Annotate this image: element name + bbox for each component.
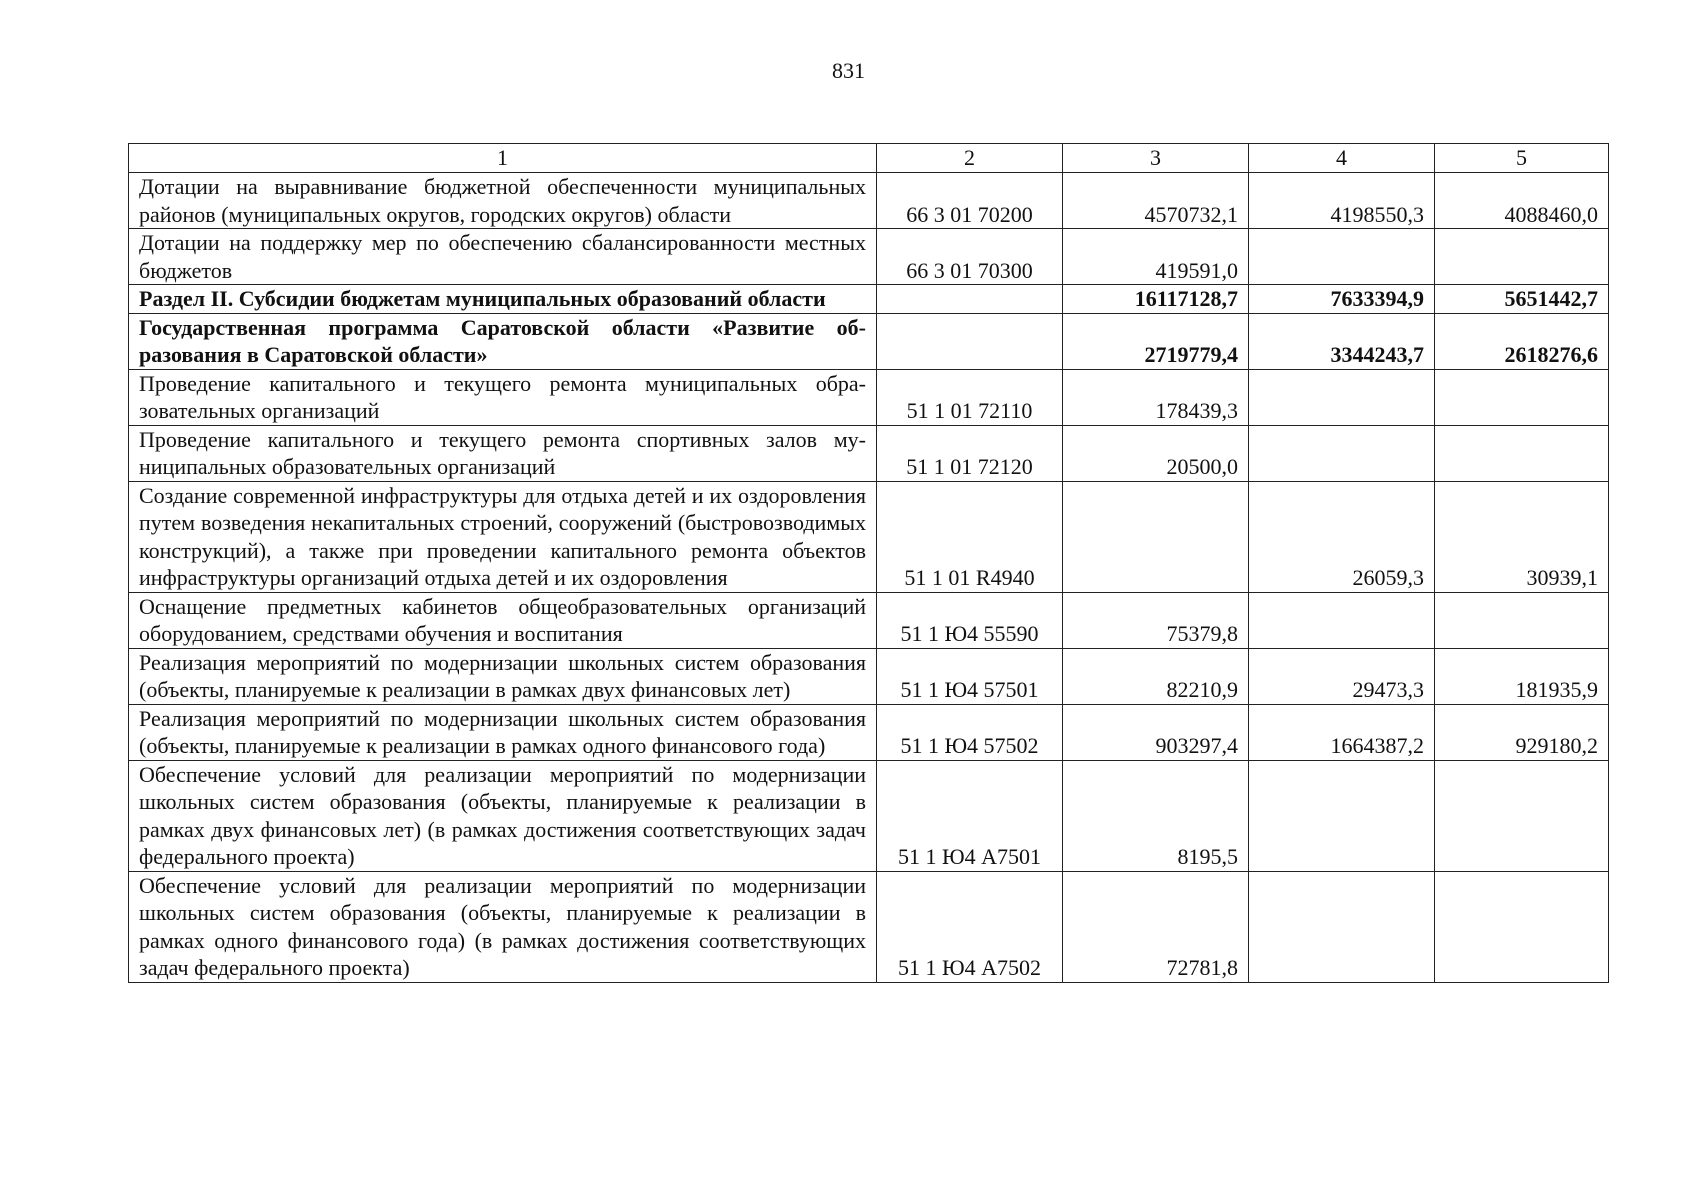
row-value-col5: 4088460,0 bbox=[1435, 173, 1609, 229]
row-value-col4: 26059,3 bbox=[1249, 481, 1435, 592]
row-code-cell: 51 1 Ю4 A7501 bbox=[877, 760, 1063, 871]
row-name-cell: Раздел II. Субсидии бюджетам муниципальных образований области bbox=[129, 285, 877, 314]
row-value-col3: 75379,8 bbox=[1063, 592, 1249, 648]
row-name-cell: Оснащение предметных кабинетов общеобразовательных организаций оборудованием, средствами обучения и воспитания bbox=[129, 592, 877, 648]
row-value-col3: 4570732,1 bbox=[1063, 173, 1249, 229]
table-row bbox=[129, 481, 1609, 592]
page-number: 831 bbox=[832, 58, 865, 83]
row-value-col4 bbox=[1249, 760, 1435, 871]
row-value-col4: 3344243,7 bbox=[1249, 313, 1435, 369]
table-row bbox=[129, 592, 1609, 648]
row-value-col4: 7633394,9 bbox=[1249, 285, 1435, 314]
row-value-col5: 30939,1 bbox=[1435, 481, 1609, 592]
row-name-cell: Создание современной инфраструктуры для отдыха детей и их оздоровления путем возведения некапитальных строений, сооружений (быстровозводимых конструкций), а также при проведении капитального ремонта объектов инфраструктуры организаций отдыха детей и их оздоровления bbox=[129, 481, 877, 592]
row-value-col3 bbox=[1063, 481, 1249, 592]
row-code-cell: 51 1 Ю4 A7502 bbox=[877, 871, 1063, 982]
row-value-col5 bbox=[1435, 369, 1609, 425]
header-col-2: 2 bbox=[877, 144, 1063, 173]
row-code-cell: 51 1 01 72120 bbox=[877, 425, 1063, 481]
row-value-col3: 2719779,4 bbox=[1063, 313, 1249, 369]
row-name-cell: Проведение капитального и текущего ремонта муниципальных образовательных организаций bbox=[129, 369, 877, 425]
row-value-col3: 178439,3 bbox=[1063, 369, 1249, 425]
row-code-cell: 51 1 01 R4940 bbox=[877, 481, 1063, 592]
row-value-col5: 2618276,6 bbox=[1435, 313, 1609, 369]
row-code-cell bbox=[877, 313, 1063, 369]
row-value-col4 bbox=[1249, 425, 1435, 481]
table-row bbox=[129, 285, 1609, 314]
row-value-col5 bbox=[1435, 760, 1609, 871]
row-name-cell: Обеспечение условий для реализации мероприятий по модернизации школьных систем образования (объекты, планируемые к реализации в рамках одного финансового года) (в рамках достижения соответствующих задач федерального проекта) bbox=[129, 871, 877, 982]
row-value-col3: 419591,0 bbox=[1063, 229, 1249, 285]
table-row bbox=[129, 313, 1609, 369]
row-code-cell: 51 1 01 72110 bbox=[877, 369, 1063, 425]
row-value-col3: 82210,9 bbox=[1063, 648, 1249, 704]
header-row bbox=[129, 144, 1609, 173]
row-value-col4 bbox=[1249, 871, 1435, 982]
row-value-col4: 29473,3 bbox=[1249, 648, 1435, 704]
row-name-cell: Обеспечение условий для реализации мероприятий по модернизации школьных систем образования (объекты, планируемые к реализации в рамках двух финансовых лет) (в рамках достижения соответствующих задач федерального проекта) bbox=[129, 760, 877, 871]
row-name-cell: Реализация мероприятий по модернизации школьных систем образования (объекты, планируемые к реализации в рамках двух финансовых лет) bbox=[129, 648, 877, 704]
table-header bbox=[129, 144, 1609, 173]
row-name-cell: Дотации на поддержку мер по обеспечению сбалансированности местных бюджетов bbox=[129, 229, 877, 285]
row-value-col4 bbox=[1249, 592, 1435, 648]
row-code-cell: 51 1 Ю4 57502 bbox=[877, 704, 1063, 760]
table-row bbox=[129, 760, 1609, 871]
row-value-col5 bbox=[1435, 425, 1609, 481]
row-value-col5 bbox=[1435, 871, 1609, 982]
table-row bbox=[129, 229, 1609, 285]
header-col-4: 4 bbox=[1249, 144, 1435, 173]
row-value-col4: 4198550,3 bbox=[1249, 173, 1435, 229]
row-value-col5 bbox=[1435, 592, 1609, 648]
row-value-col5: 181935,9 bbox=[1435, 648, 1609, 704]
row-name-cell: Государственная программа Саратовской области «Развитие образования в Саратовской области» bbox=[129, 313, 877, 369]
row-value-col3: 8195,5 bbox=[1063, 760, 1249, 871]
row-value-col4 bbox=[1249, 369, 1435, 425]
row-name-cell: Проведение капитального и текущего ремонта спортивных залов муниципальных образовательных организаций bbox=[129, 425, 877, 481]
row-code-cell: 66 3 01 70200 bbox=[877, 173, 1063, 229]
table-row bbox=[129, 871, 1609, 982]
header-col-1: 1 bbox=[129, 144, 877, 173]
row-value-col5 bbox=[1435, 229, 1609, 285]
header-col-5: 5 bbox=[1435, 144, 1609, 173]
table-row bbox=[129, 369, 1609, 425]
row-name-cell: Реализация мероприятий по модернизации школьных систем образования (объекты, планируемые к реализации в рамках одного финансового года) bbox=[129, 704, 877, 760]
row-value-col3: 16117128,7 bbox=[1063, 285, 1249, 314]
row-code-cell: 51 1 Ю4 57501 bbox=[877, 648, 1063, 704]
row-value-col5: 5651442,7 bbox=[1435, 285, 1609, 314]
row-code-cell: 51 1 Ю4 55590 bbox=[877, 592, 1063, 648]
table-body bbox=[129, 173, 1609, 983]
table-row bbox=[129, 648, 1609, 704]
row-code-cell bbox=[877, 285, 1063, 314]
header-col-3: 3 bbox=[1063, 144, 1249, 173]
row-value-col3: 903297,4 bbox=[1063, 704, 1249, 760]
row-value-col3: 72781,8 bbox=[1063, 871, 1249, 982]
table-row bbox=[129, 173, 1609, 229]
row-code-cell: 66 3 01 70300 bbox=[877, 229, 1063, 285]
table-row bbox=[129, 425, 1609, 481]
row-name-cell: Дотации на выравнивание бюджетной обеспеченности муниципальных районов (муниципальных округов, городских округов) области bbox=[129, 173, 877, 229]
row-value-col5: 929180,2 bbox=[1435, 704, 1609, 760]
row-value-col4 bbox=[1249, 229, 1435, 285]
table-row bbox=[129, 704, 1609, 760]
row-value-col4: 1664387,2 bbox=[1249, 704, 1435, 760]
budget-table bbox=[128, 143, 1609, 983]
row-value-col3: 20500,0 bbox=[1063, 425, 1249, 481]
